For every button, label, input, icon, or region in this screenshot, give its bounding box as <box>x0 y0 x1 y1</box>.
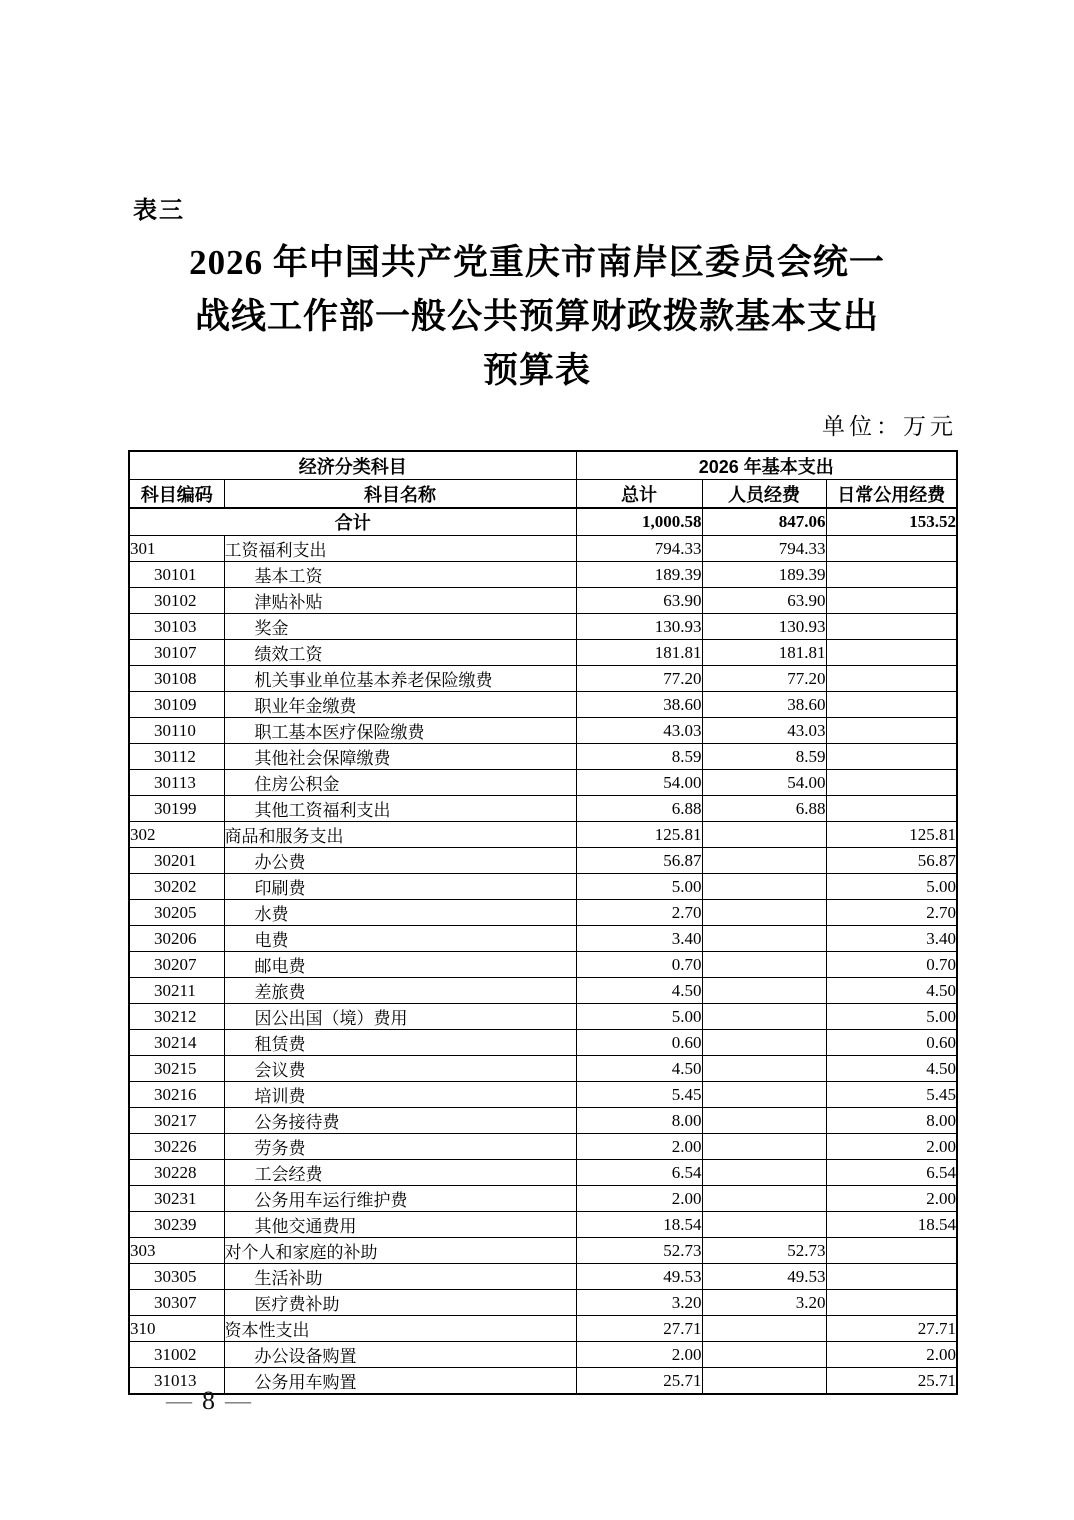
table-row <box>129 614 957 640</box>
cell-daily <box>826 666 957 692</box>
cell-personnel: 8.59 <box>702 744 826 770</box>
cell-subject-name: 绩效工资 <box>224 640 576 666</box>
cell-subject-name: 对个人和家庭的补助 <box>224 1238 576 1264</box>
table-row <box>129 1342 957 1368</box>
cell-subject-name: 其他交通费用 <box>224 1212 576 1238</box>
cell-daily: 27.71 <box>826 1316 957 1342</box>
table-number-label: 表三 <box>133 197 185 224</box>
cell-subject-name: 公务用车运行维护费 <box>224 1186 576 1212</box>
cell-personnel: 49.53 <box>702 1264 826 1290</box>
cell-total: 2.00 <box>576 1342 702 1368</box>
cell-daily: 6.54 <box>826 1160 957 1186</box>
table-row <box>129 796 957 822</box>
cell-personnel: 63.90 <box>702 588 826 614</box>
total-row-personnel: 847.06 <box>702 508 826 536</box>
cell-total: 181.81 <box>576 640 702 666</box>
cell-personnel: 6.88 <box>702 796 826 822</box>
cell-total: 63.90 <box>576 588 702 614</box>
header-basic-expenditure-2026: 2026 年基本支出 <box>576 451 957 480</box>
page-number-value: 8 <box>202 1386 215 1415</box>
table-row <box>129 588 957 614</box>
page-number <box>156 1386 261 1416</box>
cell-daily: 5.00 <box>826 1004 957 1030</box>
cell-subject-name: 劳务费 <box>224 1134 576 1160</box>
cell-daily: 2.00 <box>826 1134 957 1160</box>
cell-daily <box>826 744 957 770</box>
cell-personnel <box>702 1030 826 1056</box>
cell-daily: 125.81 <box>826 822 957 848</box>
cell-personnel <box>702 1186 826 1212</box>
cell-total: 5.00 <box>576 874 702 900</box>
cell-subject-name: 电费 <box>224 926 576 952</box>
table-row <box>129 822 957 848</box>
table-row <box>129 640 957 666</box>
cell-daily: 56.87 <box>826 848 957 874</box>
cell-daily: 2.00 <box>826 1186 957 1212</box>
table-row <box>129 1316 957 1342</box>
cell-daily: 0.60 <box>826 1030 957 1056</box>
cell-total: 49.53 <box>576 1264 702 1290</box>
table-row <box>129 926 957 952</box>
budget-table <box>128 450 958 1395</box>
table-row <box>129 744 957 770</box>
cell-subject-code: 30108 <box>129 666 224 692</box>
cell-personnel: 794.33 <box>702 536 826 562</box>
cell-total: 189.39 <box>576 562 702 588</box>
cell-subject-code: 30202 <box>129 874 224 900</box>
cell-total: 3.20 <box>576 1290 702 1316</box>
cell-daily: 5.00 <box>826 874 957 900</box>
column-header-personnel: 人员经费 <box>702 480 826 509</box>
cell-subject-code: 30205 <box>129 900 224 926</box>
total-row-label: 合计 <box>129 508 576 536</box>
cell-total: 3.40 <box>576 926 702 952</box>
table-row <box>129 1212 957 1238</box>
page-title-line-3: 预算表 <box>482 351 591 390</box>
cell-total: 2.70 <box>576 900 702 926</box>
total-row-total: 1,000.58 <box>576 508 702 536</box>
cell-subject-code: 302 <box>129 822 224 848</box>
cell-total: 38.60 <box>576 692 702 718</box>
table-row <box>129 952 957 978</box>
table-row <box>129 874 957 900</box>
cell-subject-name: 机关事业单位基本养老保险缴费 <box>224 666 576 692</box>
cell-subject-name: 住房公积金 <box>224 770 576 796</box>
cell-subject-code: 30110 <box>129 718 224 744</box>
cell-subject-name: 工会经费 <box>224 1160 576 1186</box>
cell-subject-code: 30103 <box>129 614 224 640</box>
cell-personnel <box>702 952 826 978</box>
cell-subject-name: 办公费 <box>224 848 576 874</box>
cell-subject-code: 30214 <box>129 1030 224 1056</box>
cell-subject-name: 其他社会保障缴费 <box>224 744 576 770</box>
cell-personnel <box>702 1082 826 1108</box>
cell-daily: 0.70 <box>826 952 957 978</box>
cell-daily: 4.50 <box>826 978 957 1004</box>
cell-daily <box>826 562 957 588</box>
cell-personnel <box>702 874 826 900</box>
table-row <box>129 1082 957 1108</box>
cell-total: 0.70 <box>576 952 702 978</box>
cell-subject-code: 30231 <box>129 1186 224 1212</box>
page-number-dash-left: — <box>166 1386 192 1415</box>
table-row <box>129 1160 957 1186</box>
cell-daily: 2.00 <box>826 1342 957 1368</box>
cell-total: 77.20 <box>576 666 702 692</box>
cell-subject-name: 职业年金缴费 <box>224 692 576 718</box>
cell-subject-code: 310 <box>129 1316 224 1342</box>
cell-subject-code: 30107 <box>129 640 224 666</box>
cell-subject-name: 其他工资福利支出 <box>224 796 576 822</box>
cell-personnel <box>702 1134 826 1160</box>
cell-subject-code: 30239 <box>129 1212 224 1238</box>
cell-total: 5.00 <box>576 1004 702 1030</box>
column-header-name: 科目名称 <box>224 480 576 509</box>
cell-daily <box>826 718 957 744</box>
cell-personnel: 3.20 <box>702 1290 826 1316</box>
cell-personnel: 77.20 <box>702 666 826 692</box>
cell-total: 43.03 <box>576 718 702 744</box>
cell-personnel: 38.60 <box>702 692 826 718</box>
table-row <box>129 770 957 796</box>
cell-daily: 8.00 <box>826 1108 957 1134</box>
cell-total: 52.73 <box>576 1238 702 1264</box>
cell-subject-name: 公务接待费 <box>224 1108 576 1134</box>
cell-personnel <box>702 1056 826 1082</box>
cell-total: 18.54 <box>576 1212 702 1238</box>
page-title <box>102 236 972 398</box>
table-row <box>129 848 957 874</box>
cell-personnel: 43.03 <box>702 718 826 744</box>
cell-personnel <box>702 848 826 874</box>
table-row <box>129 1056 957 1082</box>
cell-subject-code: 30211 <box>129 978 224 1004</box>
cell-personnel: 52.73 <box>702 1238 826 1264</box>
cell-daily <box>826 640 957 666</box>
cell-total: 54.00 <box>576 770 702 796</box>
cell-subject-name: 工资福利支出 <box>224 536 576 562</box>
cell-personnel: 130.93 <box>702 614 826 640</box>
page-title-line-2: 战线工作部一般公共预算财政拨款基本支出 <box>194 297 879 336</box>
table-row <box>129 718 957 744</box>
cell-subject-code: 30226 <box>129 1134 224 1160</box>
cell-daily <box>826 614 957 640</box>
cell-total: 6.54 <box>576 1160 702 1186</box>
cell-subject-code: 30305 <box>129 1264 224 1290</box>
total-row <box>129 508 957 536</box>
table-row <box>129 1004 957 1030</box>
cell-daily: 18.54 <box>826 1212 957 1238</box>
column-header-code: 科目编码 <box>129 480 224 509</box>
cell-subject-code: 30212 <box>129 1004 224 1030</box>
cell-subject-name: 职工基本医疗保险缴费 <box>224 718 576 744</box>
page-title-line-1: 2026 年中国共产党重庆市南岸区委员会统一 <box>189 243 885 282</box>
cell-subject-name: 奖金 <box>224 614 576 640</box>
cell-daily <box>826 1238 957 1264</box>
cell-daily: 3.40 <box>826 926 957 952</box>
cell-subject-code: 30199 <box>129 796 224 822</box>
cell-subject-name: 医疗费补助 <box>224 1290 576 1316</box>
cell-subject-code: 30206 <box>129 926 224 952</box>
column-header-total: 总计 <box>576 480 702 509</box>
cell-personnel <box>702 1212 826 1238</box>
cell-subject-name: 印刷费 <box>224 874 576 900</box>
cell-personnel: 54.00 <box>702 770 826 796</box>
cell-subject-code: 301 <box>129 536 224 562</box>
cell-subject-name: 邮电费 <box>224 952 576 978</box>
cell-total: 4.50 <box>576 978 702 1004</box>
cell-total: 2.00 <box>576 1186 702 1212</box>
cell-subject-name: 资本性支出 <box>224 1316 576 1342</box>
page-number-dash-right: — <box>225 1386 251 1415</box>
cell-daily <box>826 536 957 562</box>
cell-daily: 2.70 <box>826 900 957 926</box>
cell-total: 56.87 <box>576 848 702 874</box>
cell-total: 6.88 <box>576 796 702 822</box>
cell-subject-code: 30101 <box>129 562 224 588</box>
cell-personnel <box>702 1004 826 1030</box>
table-row <box>129 1290 957 1316</box>
table-row <box>129 1030 957 1056</box>
cell-subject-name: 会议费 <box>224 1056 576 1082</box>
cell-subject-code: 30217 <box>129 1108 224 1134</box>
cell-personnel <box>702 1368 826 1395</box>
table-row <box>129 562 957 588</box>
cell-subject-code: 30216 <box>129 1082 224 1108</box>
cell-subject-name: 因公出国（境）费用 <box>224 1004 576 1030</box>
table-row <box>129 1238 957 1264</box>
table-row <box>129 666 957 692</box>
cell-subject-code: 30112 <box>129 744 224 770</box>
cell-subject-name: 津贴补贴 <box>224 588 576 614</box>
cell-subject-name: 租赁费 <box>224 1030 576 1056</box>
total-row-daily: 153.52 <box>826 508 957 536</box>
cell-total: 27.71 <box>576 1316 702 1342</box>
cell-subject-name: 办公设备购置 <box>224 1342 576 1368</box>
cell-personnel <box>702 900 826 926</box>
cell-personnel: 181.81 <box>702 640 826 666</box>
cell-subject-code: 303 <box>129 1238 224 1264</box>
cell-subject-code: 30207 <box>129 952 224 978</box>
cell-personnel <box>702 1342 826 1368</box>
cell-subject-code: 30113 <box>129 770 224 796</box>
cell-daily: 4.50 <box>826 1056 957 1082</box>
cell-daily <box>826 796 957 822</box>
table-row <box>129 900 957 926</box>
table-row <box>129 1264 957 1290</box>
cell-subject-name: 水费 <box>224 900 576 926</box>
cell-subject-code: 30109 <box>129 692 224 718</box>
cell-subject-code: 30201 <box>129 848 224 874</box>
cell-subject-name: 生活补助 <box>224 1264 576 1290</box>
cell-subject-code: 30215 <box>129 1056 224 1082</box>
cell-daily <box>826 1290 957 1316</box>
cell-subject-code: 30307 <box>129 1290 224 1316</box>
cell-daily <box>826 692 957 718</box>
cell-total: 25.71 <box>576 1368 702 1395</box>
unit-label: 单位：万元 <box>822 414 957 439</box>
cell-subject-code: 31013 <box>129 1368 224 1395</box>
cell-subject-code: 31002 <box>129 1342 224 1368</box>
header-columns-row <box>129 480 957 509</box>
table-row <box>129 692 957 718</box>
column-header-daily: 日常公用经费 <box>826 480 957 509</box>
header-group-row <box>129 451 957 480</box>
cell-total: 794.33 <box>576 536 702 562</box>
cell-daily <box>826 1264 957 1290</box>
table-row <box>129 1134 957 1160</box>
cell-subject-name: 基本工资 <box>224 562 576 588</box>
cell-personnel: 189.39 <box>702 562 826 588</box>
cell-total: 8.59 <box>576 744 702 770</box>
cell-subject-name: 差旅费 <box>224 978 576 1004</box>
table-row <box>129 1186 957 1212</box>
cell-total: 8.00 <box>576 1108 702 1134</box>
header-economic-classification: 经济分类科目 <box>129 451 576 480</box>
table-row <box>129 978 957 1004</box>
cell-personnel <box>702 1160 826 1186</box>
cell-personnel <box>702 926 826 952</box>
cell-daily <box>826 770 957 796</box>
cell-total: 130.93 <box>576 614 702 640</box>
cell-total: 5.45 <box>576 1082 702 1108</box>
cell-subject-name: 公务用车购置 <box>224 1368 576 1395</box>
cell-subject-name: 培训费 <box>224 1082 576 1108</box>
table-row <box>129 1108 957 1134</box>
cell-subject-code: 30228 <box>129 1160 224 1186</box>
cell-subject-code: 30102 <box>129 588 224 614</box>
table-row <box>129 536 957 562</box>
cell-total: 0.60 <box>576 1030 702 1056</box>
cell-daily: 5.45 <box>826 1082 957 1108</box>
cell-daily: 25.71 <box>826 1368 957 1395</box>
cell-total: 4.50 <box>576 1056 702 1082</box>
cell-total: 125.81 <box>576 822 702 848</box>
cell-total: 2.00 <box>576 1134 702 1160</box>
cell-personnel <box>702 1316 826 1342</box>
cell-daily <box>826 588 957 614</box>
cell-subject-name: 商品和服务支出 <box>224 822 576 848</box>
cell-personnel <box>702 1108 826 1134</box>
cell-personnel <box>702 978 826 1004</box>
cell-personnel <box>702 822 826 848</box>
